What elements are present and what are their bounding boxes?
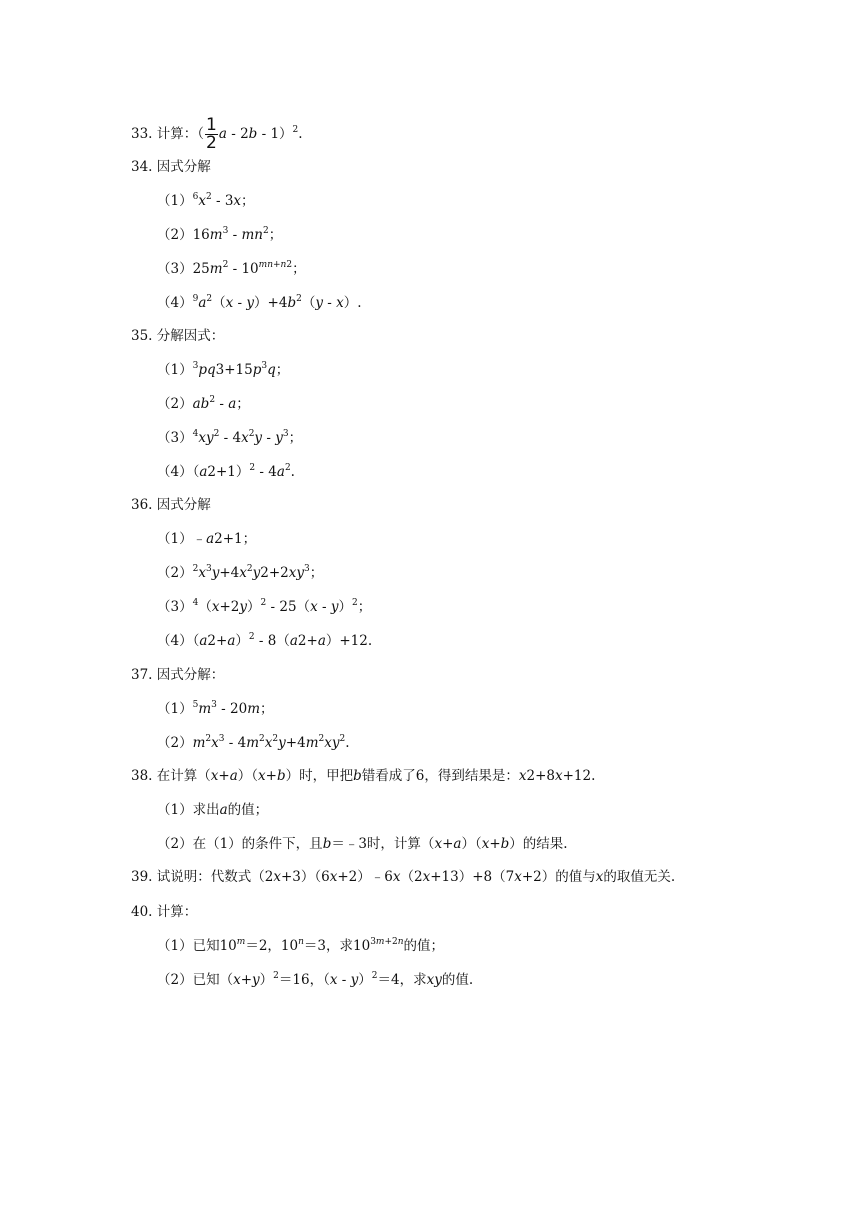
question-title: 计算： [156, 904, 198, 920]
question-title: 因式分解： [156, 667, 225, 683]
question-number: 40. [131, 904, 153, 920]
sub-item: （2）在（1）的条件下，且b＝﹣3时，计算（x+a）（x+b）的结果. [157, 836, 568, 852]
sub-item: $(4)(a2+1)^2$ ‑ $4a^2$. [157, 463, 295, 480]
sub-item: $(3)^4xy^2$ ‑ $4x^2y$ ‑ $y^3$； [157, 429, 303, 446]
question-title: 在计算（x+a）（x+b）时，甲把b错看成了6，得到结果是：x2+8x+12. [156, 768, 596, 784]
question-36 [131, 496, 211, 514]
question-title: 因式分解 [156, 497, 211, 513]
question-number: 36. [131, 497, 153, 513]
sub-item: （2）已知$(x+y)^2=16$，（x ‑ y）$^2$＝4，求xy的值. [157, 971, 474, 988]
question-text: 计算：（ $\frac{1}{2}$ a ‑ 2b ‑ 1）$^2$. [156, 115, 303, 153]
question-38 [131, 767, 595, 785]
sub-item: $(3)^4(x+2y)^2$ ‑ 25（x ‑ y）$^2$； [157, 598, 372, 615]
question-number: 35. [131, 328, 153, 344]
question-number: 33. [131, 126, 153, 142]
sub-item: $(2)m^2x^3$ ‑ $4m^2x^2y+4m^2xy^2$. [157, 734, 350, 751]
question-34 [131, 158, 211, 176]
sub-item: $(3)25m^2$ ‑ $10^{mn+n2}$； [157, 260, 306, 277]
fraction: $\frac{1}{2}$ [206, 115, 217, 153]
question-33 [131, 117, 303, 152]
sub-item: $(2)16m^3$ ‑ $mn^2$； [157, 226, 283, 243]
question-39 [131, 868, 675, 886]
question-title: 分解因式： [156, 328, 225, 344]
sub-item: （1）﹣a2+1； [157, 531, 257, 547]
question-number: 34. [131, 159, 153, 175]
sub-item: $(1)^5m^3$ ‑ 20m； [157, 700, 274, 717]
question-number: 37. [131, 667, 153, 683]
question-37 [131, 666, 224, 684]
question-number: 38. [131, 768, 153, 784]
sub-item: （1）已知$10^m=2$，$10^n=3$，求$10^{3m+2n}$的值； [157, 937, 445, 954]
sub-item: （1）求出a的值； [157, 802, 269, 818]
question-title: 因式分解 [156, 159, 211, 175]
sub-item: $(1)^6x^2$ ‑ 3x； [157, 192, 255, 209]
sub-item: $(4)(a2+a)^2$ ‑ 8（a2+a）+12. [157, 632, 373, 649]
question-35 [131, 327, 224, 345]
sub-item: $(4)^9a^2(x$ ‑ $y)+4b^2(y$ ‑ x）. [157, 294, 362, 311]
question-title: 试说明：代数式（2x+3）（6x+2）﹣6x（2x+13）+8（7x+2）的值与x的取值无关. [156, 869, 676, 885]
question-40 [131, 903, 197, 921]
sub-item: $(2)^2x^3y+4x^2y2+2xy^3$； [157, 564, 324, 581]
sub-item: $(1)^3pq3+15p^3q$； [157, 361, 290, 378]
sub-item: $(2)ab^2$ ‑ a； [157, 395, 250, 412]
question-number: 39. [131, 869, 153, 885]
